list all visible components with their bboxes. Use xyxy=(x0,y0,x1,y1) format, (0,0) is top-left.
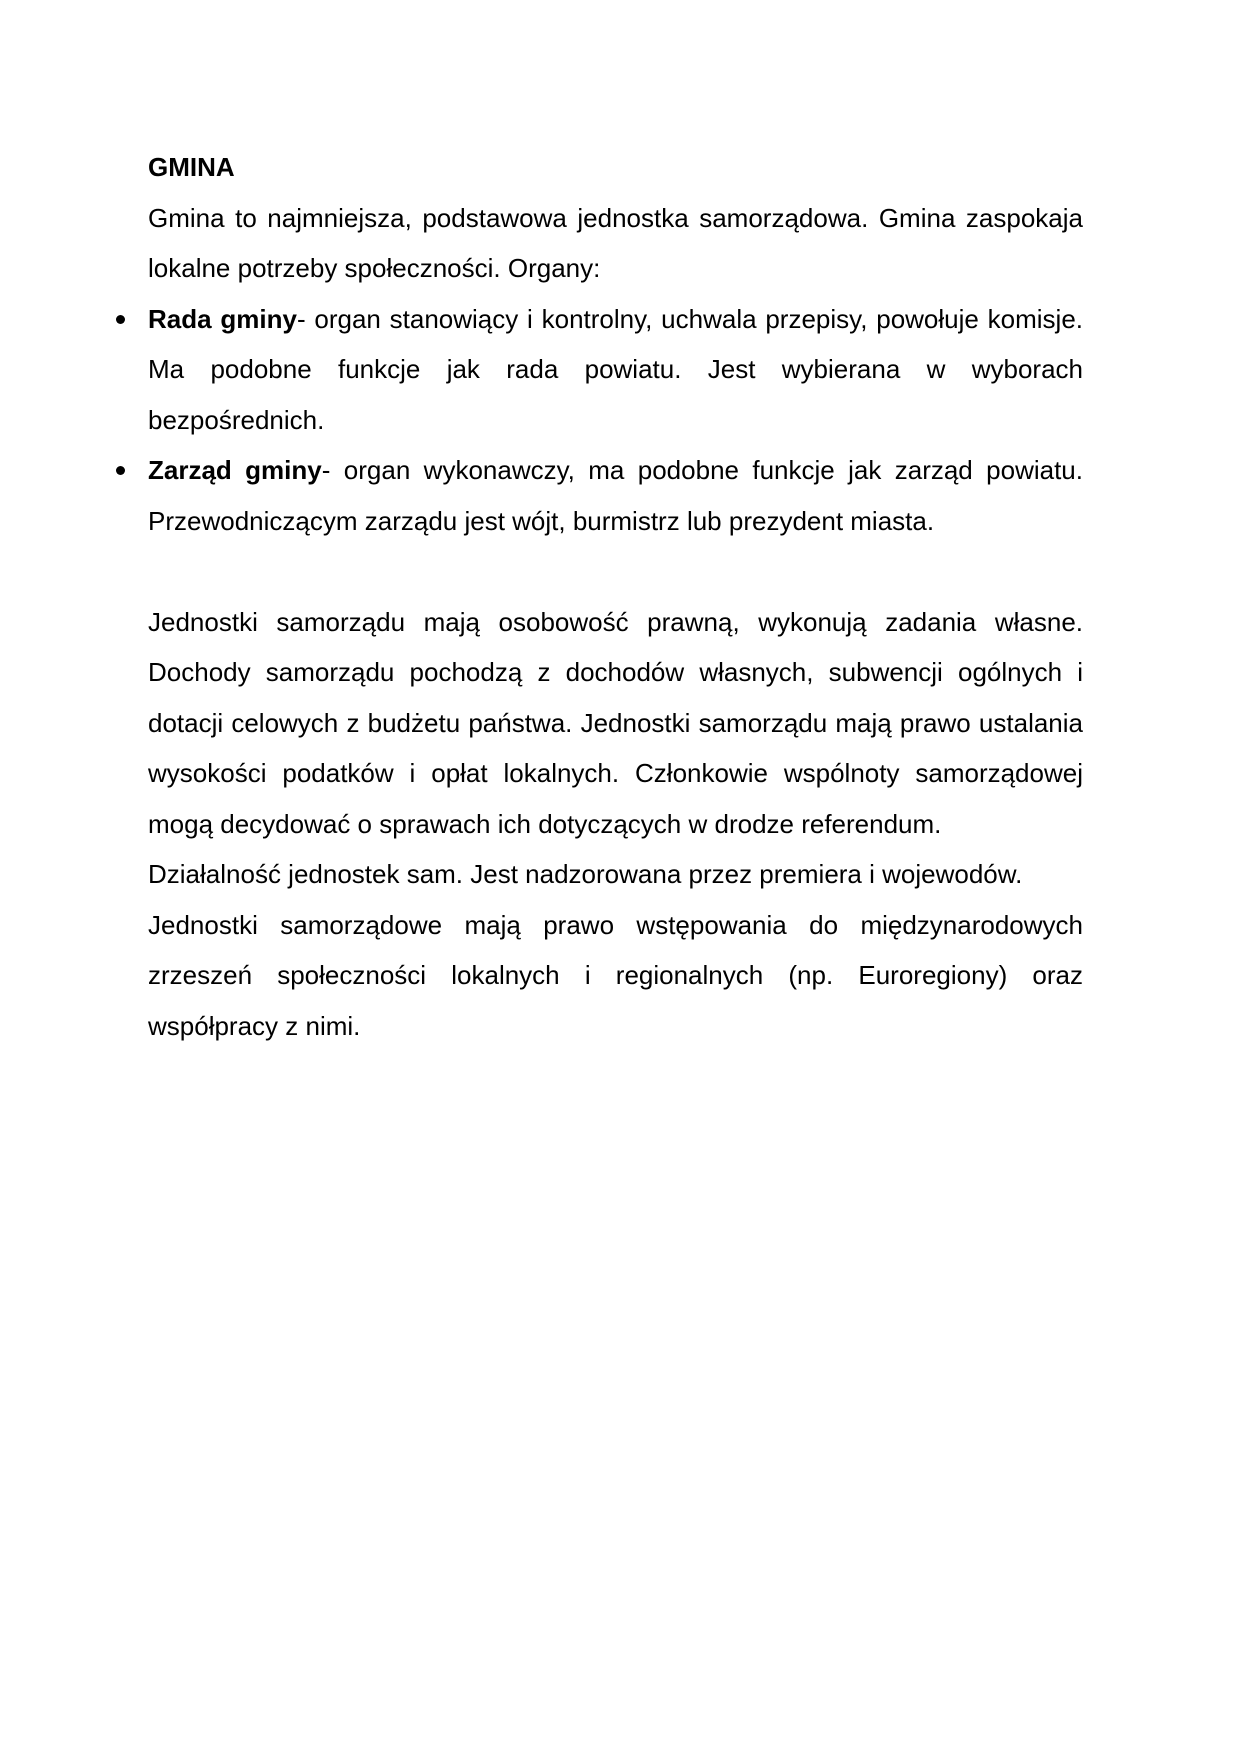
organ-description: - organ wykonawczy, ma podobne funkcje jak zarząd powiatu. Przewodniczącym zarządu jest wójt, burmistrz lub prezydent miasta. xyxy=(148,455,1083,536)
paragraph-self-government: Jednostki samorządu mają osobowość prawną, wykonują zadania własne. Dochody samorządu pochodzą z dochodów własnych, subwencji ogólnych i dotacji celowych z budżetu państwa. Jednostki samorządu mają prawo ustalania wysokości podatków i opłat lokalnych. Członkowie wspólnoty samorządowej mogą decydować o sprawach ich dotyczących w drodze referendum. xyxy=(148,606,1083,839)
paragraph-international: Jednostki samorządowe mają prawo wstępowania do międzynarodowych zrzeszeń społeczności lokalnych i regionalnych (np. Euroregiony) oraz współpracy z nimi. xyxy=(148,909,1083,1041)
organ-description: - organ stanowiący i kontrolny, uchwala przepisy, powołuje komisje. Ma podobne funkcje jak rada powiatu. Jest wybierana w wyborach bezpośrednich. xyxy=(148,303,1083,435)
list-item xyxy=(148,294,1083,446)
paragraph-spacer xyxy=(148,546,1083,597)
paragraph-supervision: Działalność jednostek sam. Jest nadzorowana przez premiera i wojewodów. xyxy=(148,859,1023,889)
organs-list xyxy=(148,294,1083,547)
document-page xyxy=(148,142,1083,1051)
list-item xyxy=(148,445,1083,546)
bullet-icon xyxy=(116,466,125,475)
bullet-icon xyxy=(116,315,125,324)
intro-paragraph: Gmina to najmniejsza, podstawowa jednostka samorządowa. Gmina zaspokaja lokalne potrzeby społeczności. Organy: xyxy=(148,202,1083,283)
organ-term: Rada gminy xyxy=(148,303,297,334)
organ-term: Zarząd gminy xyxy=(148,455,322,485)
document-heading: GMINA xyxy=(148,152,235,182)
